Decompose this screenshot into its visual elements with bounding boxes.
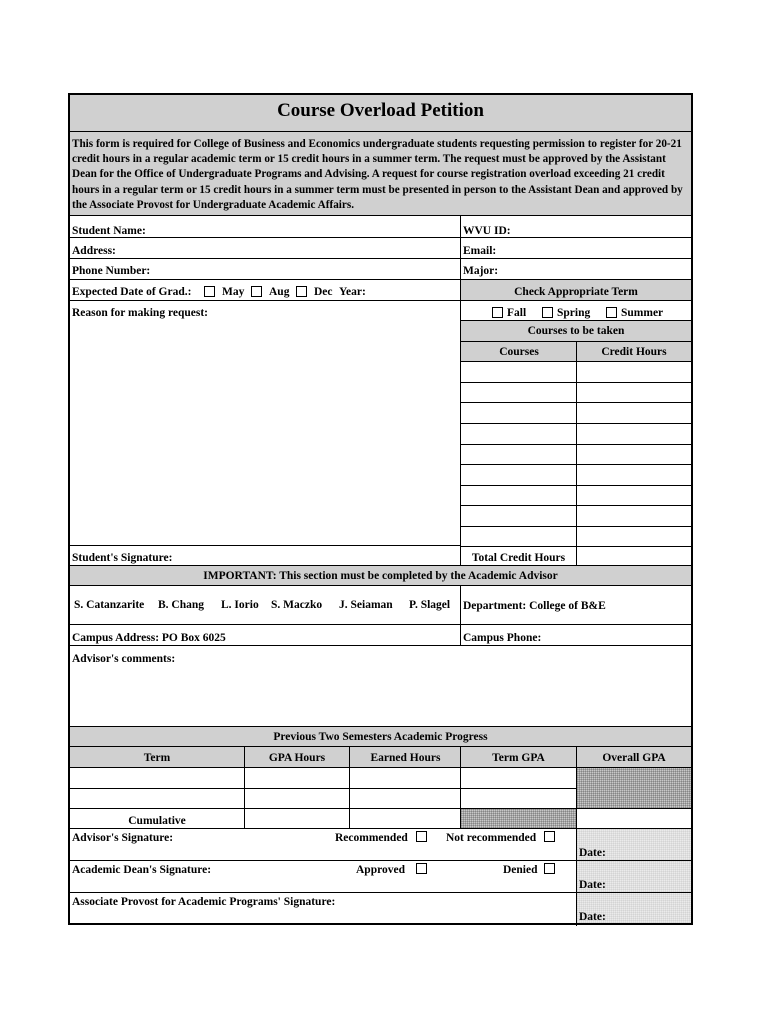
provost-date-label: Date: bbox=[579, 911, 606, 923]
grad-date-label: Expected Date of Grad.: bbox=[72, 286, 192, 298]
provost-signature-label: Associate Provost for Academic Programs' Signature: bbox=[72, 896, 336, 908]
student-name-label: Student Name: bbox=[72, 225, 146, 237]
wvu-id-label: WVU ID: bbox=[463, 225, 511, 237]
course-cell[interactable] bbox=[461, 465, 576, 485]
progress-term-gpa-cell[interactable] bbox=[461, 768, 576, 788]
grad-dec-label: Dec bbox=[314, 286, 333, 298]
grad-year-field[interactable] bbox=[372, 280, 456, 300]
progress-term-gpa-cell[interactable] bbox=[461, 789, 576, 808]
cumulative-gpa-hours-cell[interactable] bbox=[245, 809, 349, 828]
term-spring-label: Spring bbox=[557, 307, 591, 319]
term-summer-checkbox[interactable] bbox=[606, 307, 617, 318]
phone-label: Phone Number: bbox=[72, 265, 151, 277]
form-title: Course Overload Petition bbox=[277, 100, 484, 121]
progress-earned-hours-cell[interactable] bbox=[350, 789, 460, 808]
term-fall-checkbox[interactable] bbox=[492, 307, 503, 318]
advisor-comments-field[interactable] bbox=[72, 667, 689, 725]
col-earned-hours-header: Earned Hours bbox=[370, 752, 441, 764]
campus-phone-field[interactable] bbox=[550, 625, 690, 645]
cumulative-term-gpa-shaded-cell bbox=[461, 809, 576, 828]
course-cell[interactable] bbox=[461, 506, 576, 526]
major-field[interactable] bbox=[510, 259, 690, 279]
campus-address-label: Campus Address: PO Box 6025 bbox=[72, 632, 226, 644]
cumulative-label: Cumulative bbox=[128, 815, 186, 827]
advisor-name: S. Catanzarite bbox=[74, 599, 145, 611]
grad-dec-checkbox[interactable] bbox=[296, 286, 307, 297]
term-summer-label: Summer bbox=[621, 307, 664, 319]
advisor-comments-label: Advisor's comments: bbox=[72, 653, 176, 665]
progress-gpa-hours-cell[interactable] bbox=[245, 768, 349, 788]
email-field[interactable] bbox=[510, 238, 690, 258]
credit-hours-cell[interactable] bbox=[577, 486, 691, 505]
course-cell[interactable] bbox=[461, 383, 576, 402]
course-cell[interactable] bbox=[461, 486, 576, 505]
advisor-name: P. Slagel bbox=[409, 599, 451, 611]
credit-hours-cell[interactable] bbox=[577, 383, 691, 402]
recommended-label: Recommended bbox=[335, 832, 408, 844]
progress-header: Previous Two Semesters Academic Progress bbox=[273, 731, 488, 743]
course-cell[interactable] bbox=[461, 424, 576, 444]
advisor-signature-label: Advisor's Signature: bbox=[72, 832, 174, 844]
term-fall-label: Fall bbox=[507, 307, 527, 319]
col-gpa-hours-header: GPA Hours bbox=[268, 752, 326, 764]
total-credit-hours-label: Total Credit Hours bbox=[471, 552, 566, 564]
dean-date-label: Date: bbox=[579, 879, 606, 891]
credit-hours-cell[interactable] bbox=[577, 445, 691, 464]
student-name-field[interactable] bbox=[200, 217, 456, 237]
dean-signature-label: Academic Dean's Signature: bbox=[72, 864, 212, 876]
courses-to-take-header: Courses to be taken bbox=[527, 325, 625, 337]
check-term-header: Check Appropriate Term bbox=[514, 286, 638, 298]
campus-phone-label: Campus Phone: bbox=[463, 632, 542, 644]
student-signature-field[interactable] bbox=[182, 546, 458, 565]
credit-hours-cell[interactable] bbox=[577, 527, 691, 546]
col-term-gpa-header: Term GPA bbox=[492, 752, 545, 764]
credit-hours-cell[interactable] bbox=[577, 506, 691, 526]
course-cell[interactable] bbox=[461, 527, 576, 546]
course-cell[interactable] bbox=[461, 403, 576, 423]
progress-term-cell[interactable] bbox=[70, 768, 244, 788]
address-label: Address: bbox=[72, 245, 116, 257]
credit-hours-cell[interactable] bbox=[577, 362, 691, 382]
advisor-name: S. Maczko bbox=[271, 599, 323, 611]
grad-aug-checkbox[interactable] bbox=[251, 286, 262, 297]
term-spring-checkbox[interactable] bbox=[542, 307, 553, 318]
major-label: Major: bbox=[463, 265, 499, 277]
intro-text: This form is required for College of Business and Economics undergraduate students requesting permission to register for 20-21 credit hours in a regular academic term or 15 credit hours in a summer term. The request must be approved by the Assistant Dean for the Office of Undergraduate Programs and Advising. A request for course registration overload exceeding 21 credit hours in a regular term or 15 credit hours in a summer term must be presented in person to the Assistant Dean and approved by the Associate Provost for Undergraduate Academic Affairs. bbox=[72, 138, 683, 211]
cumulative-earned-hours-cell[interactable] bbox=[350, 809, 460, 828]
grad-aug-label: Aug bbox=[269, 286, 290, 298]
progress-gpa-hours-cell[interactable] bbox=[245, 789, 349, 808]
approved-checkbox[interactable] bbox=[416, 863, 427, 874]
progress-earned-hours-cell[interactable] bbox=[350, 768, 460, 788]
course-overload-form bbox=[68, 93, 693, 925]
email-label: Email: bbox=[463, 245, 497, 257]
address-field[interactable] bbox=[150, 238, 456, 258]
not-recommended-label: Not recommended bbox=[446, 832, 537, 844]
credit-hours-cell[interactable] bbox=[577, 465, 691, 485]
credit-hours-cell[interactable] bbox=[577, 403, 691, 423]
phone-field[interactable] bbox=[170, 259, 456, 279]
courses-col-header: Courses bbox=[499, 346, 539, 358]
cumulative-overall-gpa-cell[interactable] bbox=[577, 809, 691, 828]
not-recommended-checkbox[interactable] bbox=[544, 831, 555, 842]
total-credit-hours-field[interactable] bbox=[577, 547, 691, 566]
advisor-name: B. Chang bbox=[158, 599, 205, 611]
advisor-date-label: Date: bbox=[579, 847, 606, 859]
department-label: Department: College of B&E bbox=[463, 600, 606, 612]
grad-may-label: May bbox=[222, 286, 245, 298]
reason-textarea[interactable] bbox=[72, 321, 458, 545]
progress-term-cell[interactable] bbox=[70, 789, 244, 808]
important-note: IMPORTANT: This section must be completed by the Academic Advisor bbox=[203, 570, 558, 582]
credit-hours-cell[interactable] bbox=[577, 424, 691, 444]
denied-checkbox[interactable] bbox=[544, 863, 555, 874]
wvu-id-field[interactable] bbox=[515, 217, 690, 237]
advisor-name: L. Iorio bbox=[221, 599, 259, 611]
advisor-name: J. Seiaman bbox=[339, 599, 393, 611]
overall-gpa-shaded-cell bbox=[577, 768, 691, 808]
denied-label: Denied bbox=[503, 864, 538, 876]
reason-label: Reason for making request: bbox=[72, 307, 208, 319]
grad-year-label: Year: bbox=[339, 286, 366, 298]
approved-label: Approved bbox=[356, 864, 405, 876]
recommended-checkbox[interactable] bbox=[416, 831, 427, 842]
col-overall-gpa-header: Overall GPA bbox=[602, 752, 666, 764]
course-cell[interactable] bbox=[461, 445, 576, 464]
col-term-header: Term bbox=[143, 752, 171, 764]
grad-may-checkbox[interactable] bbox=[204, 286, 215, 297]
credit-hours-col-header: Credit Hours bbox=[601, 346, 667, 358]
course-cell[interactable] bbox=[461, 362, 576, 382]
student-signature-label: Student's Signature: bbox=[72, 552, 173, 564]
